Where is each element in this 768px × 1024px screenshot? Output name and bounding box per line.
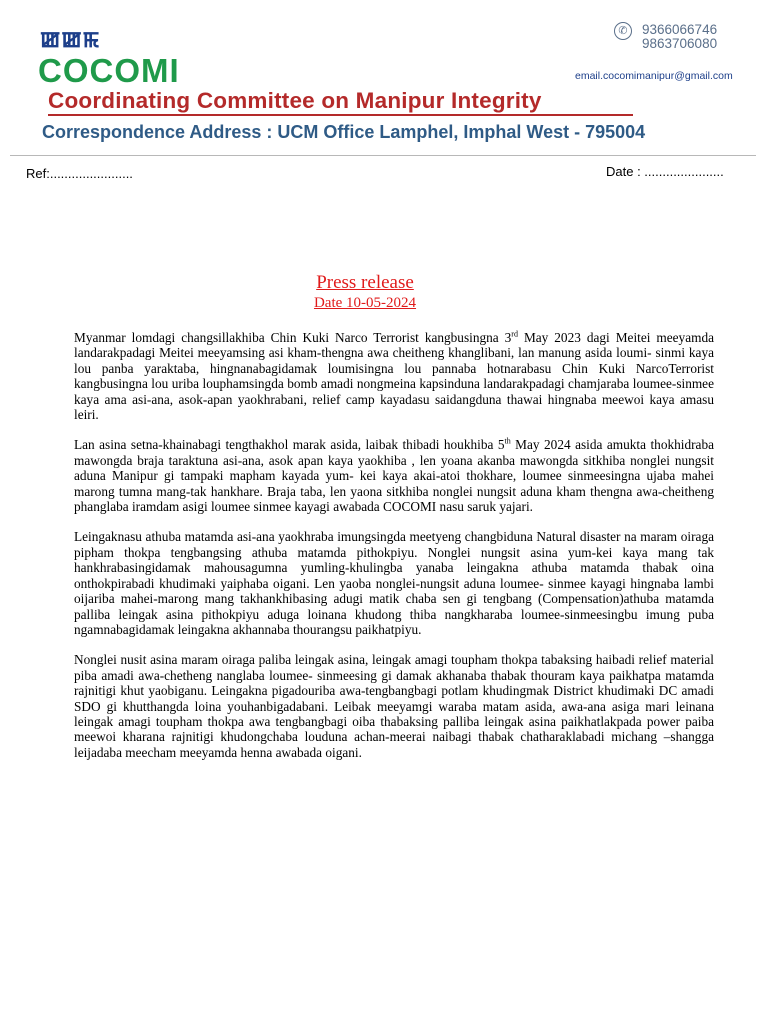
paragraph-2-text-cont: May 2024 asida amukta thokhidraba mawongda braja taraktuna asi-ana, asok apan kaya yaokhiba , len yoana akanba mawongda sitkhiba nonglei nungsit aduna Manipur gi tampaki mapham kayada yum- kei kaya akai-atoi thokhare, loumee sinmeesingna ujaba mahei marong tumna mang-tak hankhare. Braja taba, len yaona sitkhiba nonglei nungsit aduna kham thengna awa-cheitheng phanglaba iramdam asigi loumee sinmee kayagi awabada COCOMI nasu saruk yajari. [74,437,714,515]
ordinal-suffix: th [504,437,511,447]
email-address: email.cocomimanipur@gmail.com [575,70,733,82]
paragraph-1-text-cont: May 2023 dagi Meitei meeyamda landarakpadagi Meitei meeyamsing asi kham-thengna awa cheitheng khanglibani, lan manung asida loumi- sinmi kaya lou panba yaraktaba, hingnanabagidamak loumisingna lou pannaba hotnarabasu Chin Kuki NarcoTerrorist kangbusingna lou uriba louphamsingda bomb amadi nongmeina kapsinduna landarakpadagi chamjaraba loumee-sinmee kaya ama asi-ana, asok-apan yaokhrabani, relief camp kayadasu saidangduna thawai hingnaba meewoi kaya amasu leiri. [74,330,714,423]
ref-field: Ref:....................... [26,166,133,181]
paragraph-2-text: Lan asina setna-khainabagi tengthakhol marak asida, laibak thibadi houkhiba 5 [74,437,505,453]
ordinal-suffix: rd [511,329,518,339]
paragraph-3: Leingaknasu athuba matamda asi-ana yaokhraba imungsingda meetyeng changbiduna Natural disaster na maram oiraga pipham thokpa tengbangsing athuba matamda pithokpiyu. Nonglei nungsit asina yum-kei kaya mang tak hankhrabasingidamak mahousagumna yumling-khulingba yanaba leingakna athuba matamda thabak oina onthokpirabadi khudimaki yaiphaba oigani. Len yaoba nonglei-nungsit aduna loumee- sinmee kayagi hingnaba lambi oijariba mahei-marong mang takhankhibasing adugi matik chaba sen gi tengbang (Compensation)athuba matamda palliba leingak asina pithokpiyu aduga loinana khudong thiba nangkharaba loumee-sinmeesingbu imung puba ngamnabagidamak leingakna akhannaba thourangsu paikhatpiyu. [74,529,714,637]
phone-number-2: 9863706080 [642,36,718,51]
press-release-body [74,330,714,775]
paragraph-2 [74,437,714,514]
phone-number-1: 9366066746 [642,22,718,37]
title-underline [48,114,633,116]
date-field: Date : ...................... [606,164,724,179]
correspondence-address: Correspondence Address : UCM Office Lamphel, Imphal West - 795004 [42,122,646,142]
organization-full-name: Coordinating Committee on Manipur Integrity [48,88,542,113]
organization-logo-name: COCOMI [38,52,180,89]
header-divider [10,155,756,156]
script-logo: ꯀꯀꯃ [40,28,101,53]
press-release-date: Date 10-05-2024 [313,295,417,311]
paragraph-1 [74,330,714,422]
paragraph-4: Nonglei nusit asina maram oiraga paliba leingak asina, leingak amagi toupham thokpa tabaksing haibadi relief material piba amadi awa-chetheng nanglaba loumee- sinmeesing gi damak akhanaba thabak thouram kaya paikhatpa matamda rajnitigi khut yaobiganu. Leingakna pigadouriba awa-tengbangbagi potlam khudingmak District khudimaki DC amadi SDO gi khutthangda loina youhanbigadabani. Leibak meeyamgi waraba matam asida, awa-ana asiga mari leinana leingak amagi toupham thokpa awa tengbangbagi oiba thabaksing palliba leingak asina paikhatlakpada power paiba meewoi kharana rajnitigi khudongchaba louduna achan-meerai naibagi thabak chatharaklabadi michang –shangga leijadaba meecham meeyamda henna awabada oigani. [74,652,714,760]
paragraph-1-text: Myanmar lomdagi changsillakhiba Chin Kuki Narco Terrorist kangbusingna 3 [74,330,512,345]
phone-icon: ✆ [614,22,632,40]
press-release-title: Press release [316,272,414,293]
